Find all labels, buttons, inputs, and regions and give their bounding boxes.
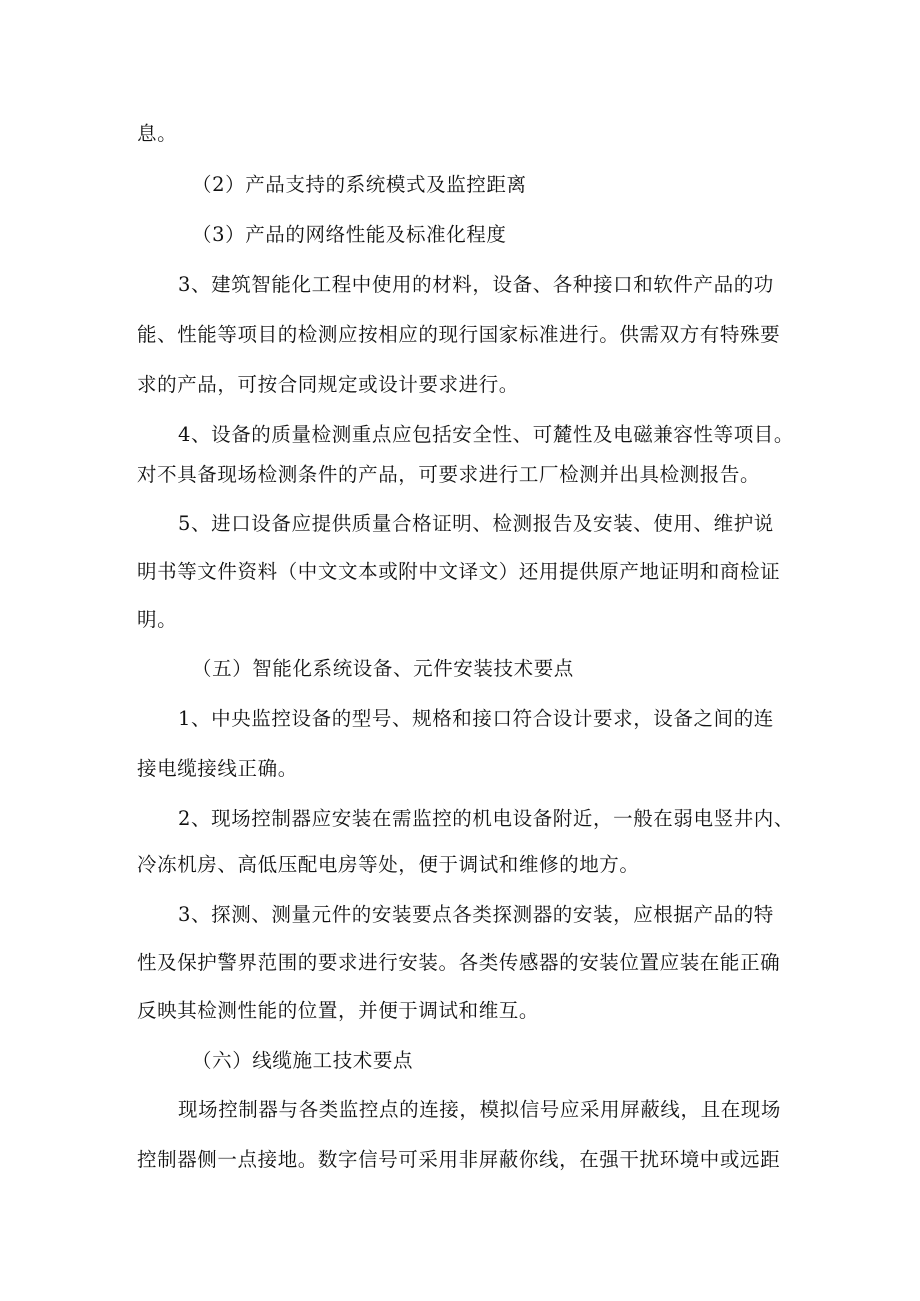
text-line: 2、现场控制器应安装在需监控的机电设备附近，一般在弱电竖井内、 xyxy=(178,807,795,830)
text-line: 明。 xyxy=(137,608,178,631)
text-line: 对不具备现场检测条件的产品，可要求进行工厂检测并出具检测报告。 xyxy=(137,463,761,486)
text-line: 冷冻机房、高低压配电房等处，便于调试和维修的地方。 xyxy=(137,853,640,876)
text-line: 5、进口设备应提供质量合格证明、检测报告及安装、使用、维护说 xyxy=(178,512,774,535)
subheading-line: （3）产品的网络性能及标准化程度 xyxy=(192,223,507,246)
text-line: 4、设备的质量检测重点应包括安全性、可麓性及电磁兼容性等项目。 xyxy=(178,423,795,446)
text-line: 反映其检测性能的位置，并便于调试和维互。 xyxy=(137,999,540,1022)
section-heading: （六）线缆施工技术要点 xyxy=(192,1049,414,1072)
text-line: 1、中央监控设备的型号、规格和接口符合设计要求，设备之间的连 xyxy=(178,707,774,730)
text-line: 3、探测、测量元件的安装要点各类探测器的安装，应根据产品的特 xyxy=(178,903,774,926)
text-line: 3、建筑智能化工程中使用的材料，设备、各种接口和软件产品的功 xyxy=(178,273,774,296)
text-line: 息。 xyxy=(137,122,178,145)
text-line: 现场控制器与各类监控点的连接，模拟信号应采用屏蔽线，且在现场 xyxy=(178,1098,782,1121)
text-line: 性及保护警界范围的要求进行安装。各类传感器的安装位置应装在能正确 xyxy=(137,951,781,974)
text-line: 能、性能等项目的检测应按相应的现行国家标准进行。供需双方有特殊要 xyxy=(137,323,781,346)
text-line: 求的产品，可按合同规定或设计要求进行。 xyxy=(137,373,519,396)
text-line: 接电缆接线正确。 xyxy=(137,757,298,780)
text-line: 明书等文件资料（中文文本或附中文译文）还用提供原产地证明和商检证 xyxy=(137,560,781,583)
section-heading: （五）智能化系统设备、元件安装技术要点 xyxy=(192,657,574,680)
subheading-line: （2）产品支持的系统模式及监控距离 xyxy=(192,173,527,196)
text-line: 控制器侧一点接地。数字信号可采用非屏蔽你线，在强干扰环境中或远距 xyxy=(137,1148,781,1171)
